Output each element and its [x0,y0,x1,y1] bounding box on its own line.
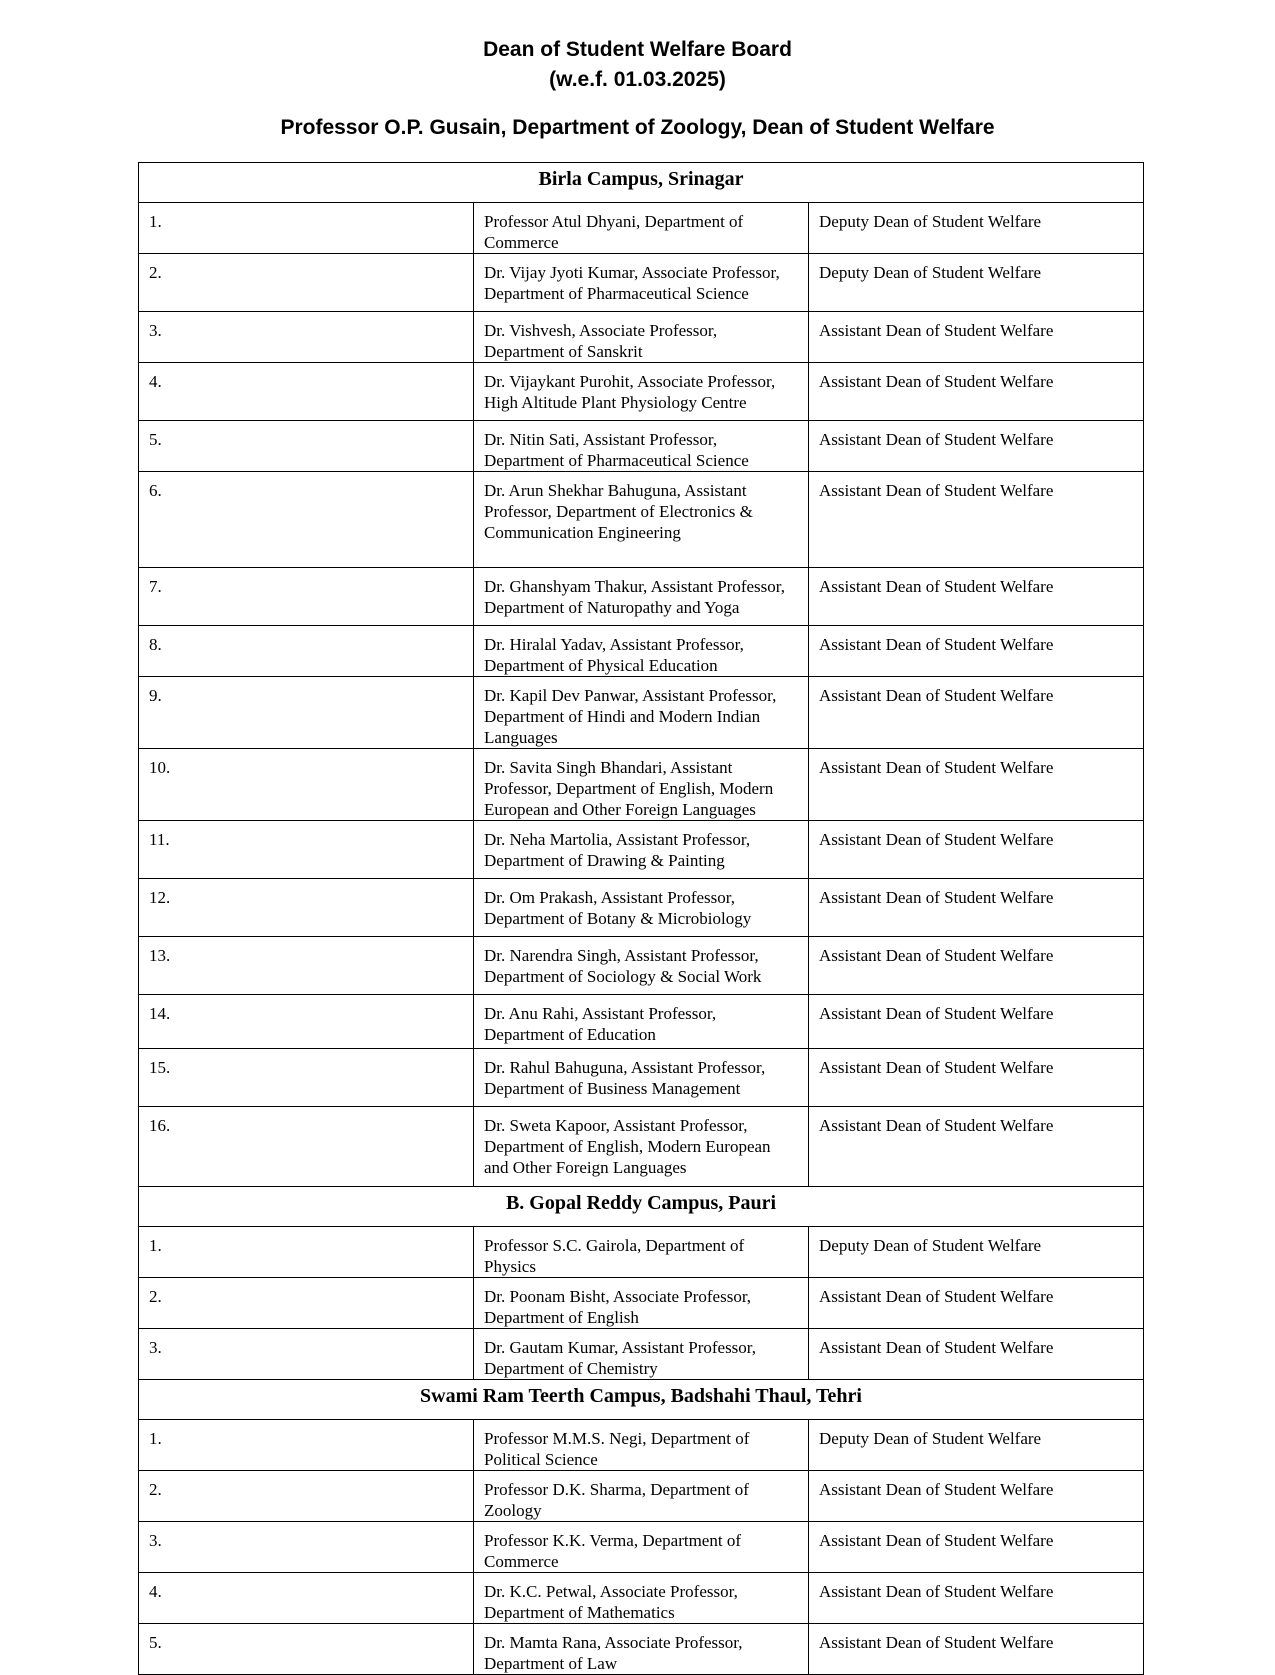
table-row [139,626,1144,677]
member-role: Assistant Dean of Student Welfare [809,1278,1144,1329]
campus-section-row [139,1187,1144,1227]
serial-number: 6. [139,472,474,568]
member-name: Dr. Kapil Dev Panwar, Assistant Professor, Department of Hindi and Modern Indian Languages [474,677,809,749]
member-name: Dr. Rahul Bahuguna, Assistant Professor, Department of Business Management [474,1049,809,1107]
document-title: Dean of Student Welfare Board [483,38,792,61]
member-name: Dr. Savita Singh Bhandari, Assistant Professor, Department of English, Modern European and Other Foreign Languages [474,749,809,821]
table-row [139,1049,1144,1107]
serial-number: 2. [139,1471,474,1522]
table-row [139,1227,1144,1278]
table-row [139,1522,1144,1573]
member-name: Dr. Hiralal Yadav, Assistant Professor, Department of Physical Education [474,626,809,677]
member-name: Dr. Gautam Kumar, Assistant Professor, Department of Chemistry [474,1329,809,1380]
member-name: Dr. Vijay Jyoti Kumar, Associate Professor, Department of Pharmaceutical Science [474,254,809,312]
member-name: Professor S.C. Gairola, Department of Physics [474,1227,809,1278]
member-name: Dr. Sweta Kapoor, Assistant Professor, Department of English, Modern European and Other Foreign Languages [474,1107,809,1187]
member-name: Dr. Poonam Bisht, Associate Professor, Department of English [474,1278,809,1329]
dean-line: Professor O.P. Gusain, Department of Zoology, Dean of Student Welfare [280,116,995,139]
campus-title: Swami Ram Teerth Campus, Badshahi Thaul, Tehri [139,1380,1144,1420]
serial-number: 5. [139,1624,474,1675]
member-role: Assistant Dean of Student Welfare [809,312,1144,363]
table-row [139,1278,1144,1329]
member-name: Professor K.K. Verma, Department of Commerce [474,1522,809,1573]
table-row [139,203,1144,254]
member-name: Dr. Ghanshyam Thakur, Assistant Professor, Department of Naturopathy and Yoga [474,568,809,626]
serial-number: 3. [139,1329,474,1380]
member-role: Assistant Dean of Student Welfare [809,472,1144,568]
member-role: Assistant Dean of Student Welfare [809,626,1144,677]
member-role: Deputy Dean of Student Welfare [809,203,1144,254]
campus-title: Birla Campus, Srinagar [139,163,1144,203]
table-row [139,363,1144,421]
table-row [139,937,1144,995]
serial-number: 9. [139,677,474,749]
member-role: Deputy Dean of Student Welfare [809,1227,1144,1278]
serial-number: 12. [139,879,474,937]
table-row [139,879,1144,937]
member-name: Dr. Arun Shekhar Bahuguna, Assistant Professor, Department of Electronics & Communication Engineering [474,472,809,568]
table-row [139,677,1144,749]
campus-section-row [139,163,1144,203]
member-role: Assistant Dean of Student Welfare [809,1329,1144,1380]
member-role: Assistant Dean of Student Welfare [809,937,1144,995]
member-name: Dr. Narendra Singh, Assistant Professor, Department of Sociology & Social Work [474,937,809,995]
member-role: Assistant Dean of Student Welfare [809,821,1144,879]
member-role: Assistant Dean of Student Welfare [809,421,1144,472]
member-name: Dr. Om Prakash, Assistant Professor, Department of Botany & Microbiology [474,879,809,937]
member-role: Assistant Dean of Student Welfare [809,1049,1144,1107]
member-name: Professor D.K. Sharma, Department of Zoology [474,1471,809,1522]
serial-number: 4. [139,1573,474,1624]
member-name: Dr. Anu Rahi, Assistant Professor, Department of Education [474,995,809,1049]
member-role: Assistant Dean of Student Welfare [809,363,1144,421]
table-row [139,1420,1144,1471]
table-row [139,821,1144,879]
serial-number: 2. [139,1278,474,1329]
member-role: Assistant Dean of Student Welfare [809,568,1144,626]
member-name: Dr. Vishvesh, Associate Professor, Department of Sanskrit [474,312,809,363]
member-role: Assistant Dean of Student Welfare [809,1624,1144,1675]
member-role: Assistant Dean of Student Welfare [809,1522,1144,1573]
campus-section-row [139,1380,1144,1420]
member-name: Professor M.M.S. Negi, Department of Political Science [474,1420,809,1471]
board-table [138,162,1144,1675]
serial-number: 3. [139,1522,474,1573]
table-row [139,749,1144,821]
serial-number: 7. [139,568,474,626]
table-row [139,995,1144,1049]
member-role: Deputy Dean of Student Welfare [809,1420,1144,1471]
table-row [139,254,1144,312]
table-row [139,1573,1144,1624]
table-row [139,1329,1144,1380]
serial-number: 1. [139,1420,474,1471]
table-row [139,312,1144,363]
member-name: Professor Atul Dhyani, Department of Commerce [474,203,809,254]
campus-title: B. Gopal Reddy Campus, Pauri [139,1187,1144,1227]
table-row [139,1107,1144,1187]
member-name: Dr. Vijaykant Purohit, Associate Professor, High Altitude Plant Physiology Centre [474,363,809,421]
member-name: Dr. K.C. Petwal, Associate Professor, Department of Mathematics [474,1573,809,1624]
effective-date: (w.e.f. 01.03.2025) [549,68,726,91]
member-role: Assistant Dean of Student Welfare [809,1573,1144,1624]
serial-number: 10. [139,749,474,821]
serial-number: 5. [139,421,474,472]
serial-number: 3. [139,312,474,363]
serial-number: 4. [139,363,474,421]
serial-number: 2. [139,254,474,312]
member-role: Assistant Dean of Student Welfare [809,677,1144,749]
serial-number: 16. [139,1107,474,1187]
member-role: Deputy Dean of Student Welfare [809,254,1144,312]
member-name: Dr. Neha Martolia, Assistant Professor, Department of Drawing & Painting [474,821,809,879]
member-role: Assistant Dean of Student Welfare [809,879,1144,937]
serial-number: 11. [139,821,474,879]
board-table-body [139,163,1144,1675]
serial-number: 1. [139,1227,474,1278]
member-name: Dr. Nitin Sati, Assistant Professor, Department of Pharmaceutical Science [474,421,809,472]
member-role: Assistant Dean of Student Welfare [809,995,1144,1049]
serial-number: 8. [139,626,474,677]
table-row [139,472,1144,568]
serial-number: 13. [139,937,474,995]
table-row [139,421,1144,472]
serial-number: 14. [139,995,474,1049]
member-role: Assistant Dean of Student Welfare [809,1471,1144,1522]
member-role: Assistant Dean of Student Welfare [809,1107,1144,1187]
table-row [139,1471,1144,1522]
serial-number: 1. [139,203,474,254]
serial-number: 15. [139,1049,474,1107]
table-row [139,1624,1144,1675]
table-row [139,568,1144,626]
member-role: Assistant Dean of Student Welfare [809,749,1144,821]
member-name: Dr. Mamta Rana, Associate Professor, Department of Law [474,1624,809,1675]
